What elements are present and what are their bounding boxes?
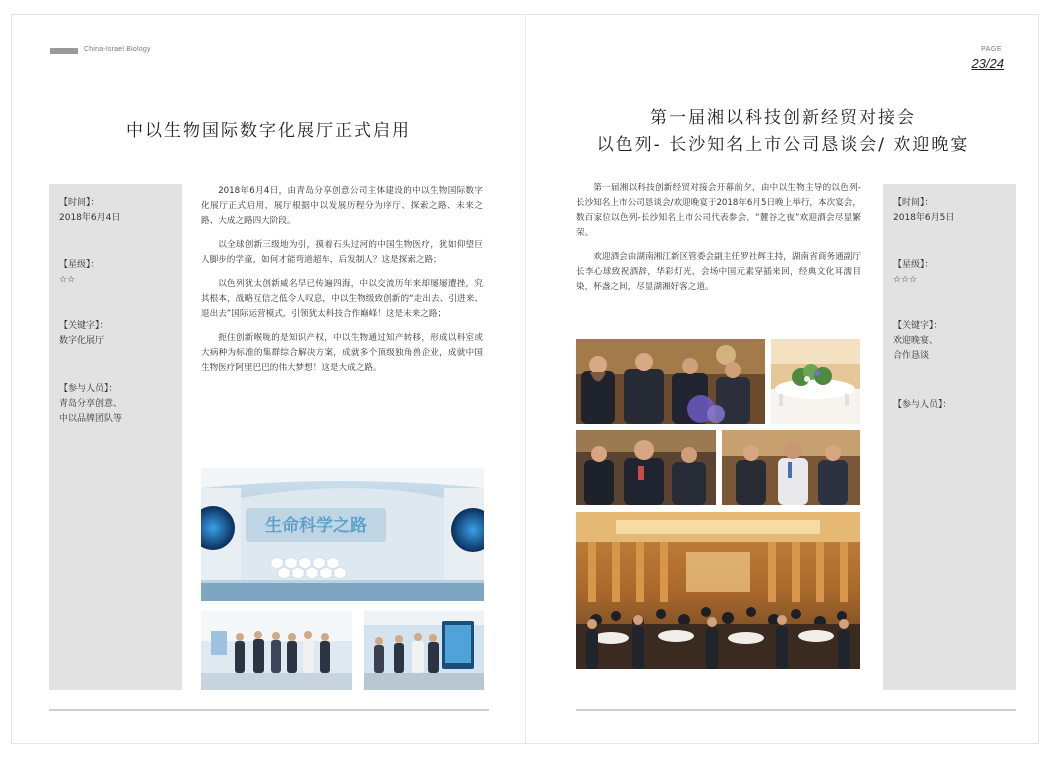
participants-value: 中以品牌团队等 [59, 414, 123, 424]
participants-block [893, 398, 1011, 413]
ballroom-photo [576, 512, 860, 669]
article-title-line2: 以色列- 长沙知名上市公司恳谈会/ 欢迎晚宴 [596, 135, 970, 155]
keyword-value: 合作恳谈 [893, 351, 930, 361]
header-text: China-Israel Biology [84, 46, 151, 53]
photo-signage: 生命科学之路 [265, 516, 367, 536]
right-page [526, 15, 1040, 743]
paragraph: 2018年6月4日，由青岛分享创意公司主体建设的中以生物国际数字化展厅正式启用，展厅根据中以发展历程分为序厅、探索之路、未来之路、大成之路四大阶段。 [201, 186, 483, 226]
keyword-label: 【关键字】： [59, 321, 109, 331]
article-title-line1: 第一届湘以科技创新经贸对接会 [650, 108, 916, 128]
level-value: ☆☆ [59, 275, 76, 285]
footer-divider [49, 709, 489, 711]
rabbi-guests-photo [576, 339, 765, 424]
article-body [201, 184, 483, 385]
participants-label: 【参与人员】： [893, 400, 952, 410]
visitors-photo [201, 611, 352, 690]
touchscreen-photo [364, 611, 484, 690]
paragraph: 以色列犹太创新威名早已传遍四海，中以交流历年来却屡屡遭挫，究其根本，战略互信之低令人叹息，中以生物级致创新的“走出去、引进来、退出去”国际运营模式，引领犹太科技合作巅峰！这是未来之路； [201, 279, 483, 319]
time-block [59, 196, 177, 226]
time-block [893, 196, 1011, 226]
participants-block [59, 382, 177, 427]
page-number: 23/24 [971, 56, 1004, 71]
exhibition-hall-photo [201, 468, 484, 601]
paragraph: 欢迎酒会由湖南湘江新区管委会副主任罗社辉主持，湖南省商务通副厅长李心球致祝酒辞，华彩灯光，会场中国元素穿插来回，经典文化耳濡目染，杯盏之间，尽显湖湘好客之道。 [576, 252, 861, 292]
level-value: ☆☆☆ [893, 275, 918, 285]
keyword-value: 欢迎晚宴、 [893, 336, 939, 346]
guests-conversation-photo [576, 430, 716, 505]
article-title: 中以生物国际数字化展厅正式启用 [126, 121, 411, 141]
level-label: 【星级】： [893, 260, 934, 270]
time-value: 2018年6月4日 [59, 213, 121, 223]
footer-divider [576, 709, 1016, 711]
participants-label: 【参与人员】： [59, 384, 118, 394]
page-label: PAGE [981, 46, 1002, 53]
keyword-value: 数字化展厅 [59, 336, 105, 346]
keyword-block [893, 319, 1011, 364]
level-block [893, 258, 1011, 288]
info-sidebar [883, 184, 1016, 690]
paragraph: 第一届湘以科技创新经贸对接会开幕前夕，由中以生物主导的以色列-长沙知名上市公司恳谈会/欢迎晚宴于2018年6月5日晚上举行，本次宴会，数百家位以色列-长沙知名上市公司代表参会，“麓谷之夜”欢迎酒会尽显繁荣。 [576, 183, 861, 238]
paragraph: 以全球创新三级地为引，摸着石头过河的中国生物医疗，犹如仰望巨人脚步的学童，如何才能弯道超车，后发制人？这是探索之路； [201, 240, 483, 265]
header-bar [50, 48, 78, 54]
keyword-label: 【关键字】： [893, 321, 943, 331]
keyword-block [59, 319, 177, 349]
magazine-spread [11, 14, 1039, 744]
info-sidebar [49, 184, 182, 690]
level-block [59, 258, 177, 288]
article-body [576, 181, 861, 304]
banquet-table-photo [771, 339, 860, 424]
paragraph: 扼住创新喉咙的是知识产权，中以生物通过知产转移，形成以科室或大病种为标准的集群综合解决方案，成就多个顶级独角兽企业，成就中国生物医疗阿里巴巴的伟大梦想！这是大成之路。 [201, 333, 483, 373]
time-label: 【时间】： [893, 198, 934, 208]
participants-value: 青岛分享创意、 [59, 399, 123, 409]
level-label: 【星级】： [59, 260, 100, 270]
left-page [12, 15, 525, 743]
time-value: 2018年6月5日 [893, 213, 955, 223]
time-label: 【时间】： [59, 198, 100, 208]
handshake-photo [722, 430, 860, 505]
